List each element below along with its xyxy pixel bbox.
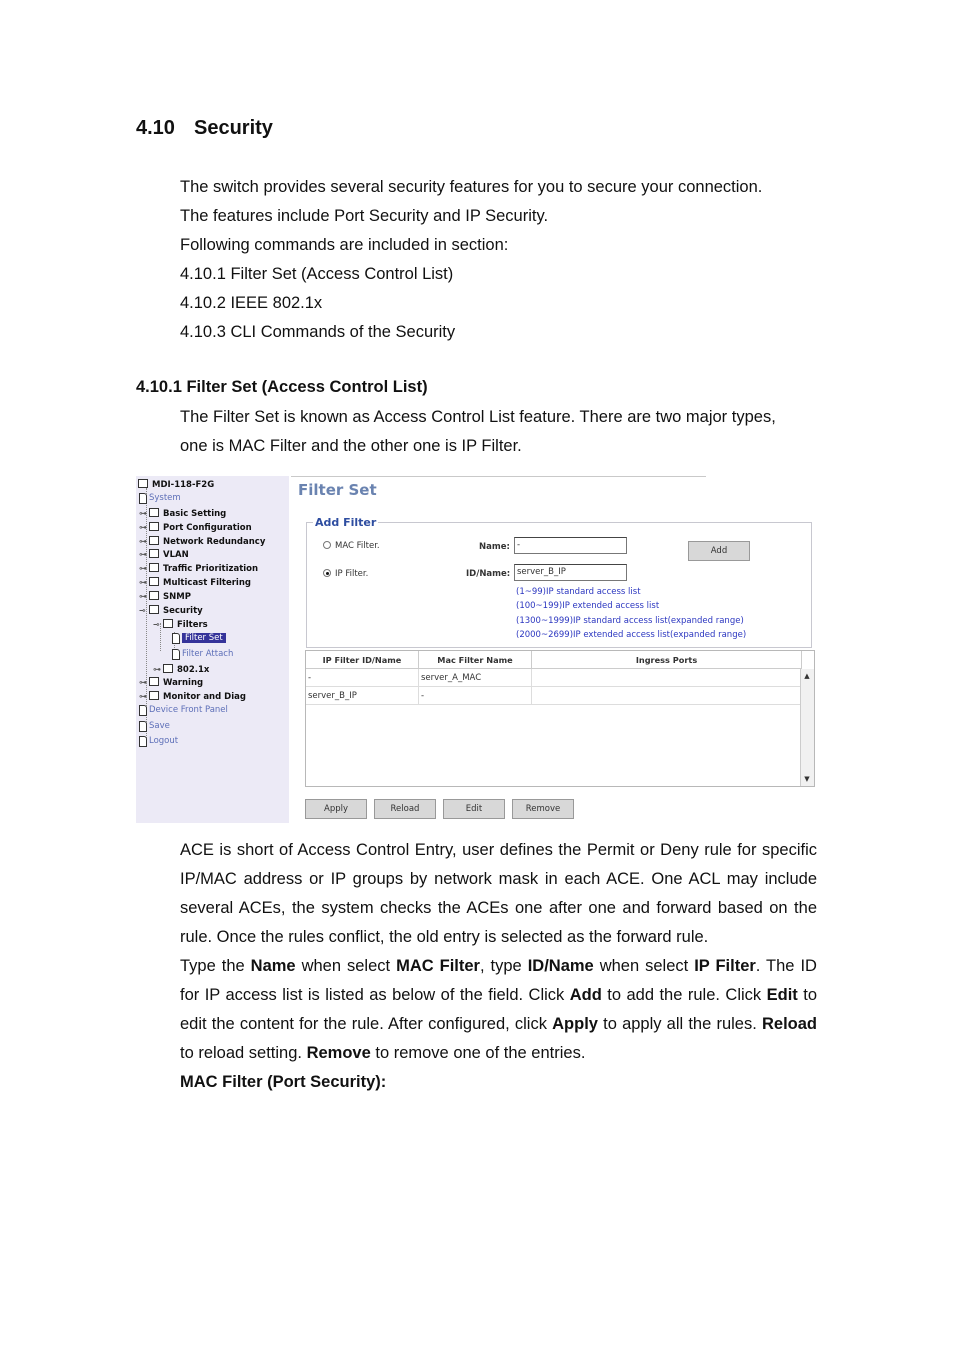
radio-on-icon xyxy=(323,569,331,577)
folder-icon xyxy=(163,664,173,673)
add-filter-legend: Add Filter xyxy=(315,516,377,529)
table-cell[interactable] xyxy=(532,669,802,687)
sub-intro-line: one is MAC Filter and the other one is IP Filter. xyxy=(180,437,522,455)
intro-paragraph xyxy=(180,173,817,347)
expand-icon: ⊶ xyxy=(153,665,161,674)
folder-icon xyxy=(149,577,159,586)
hint-ip-standard: (1~99)IP standard access list xyxy=(516,587,641,597)
folder-icon xyxy=(149,508,159,517)
filter-table xyxy=(305,650,815,787)
tree-root[interactable]: MDI-118-F2G xyxy=(138,479,214,491)
section-title: Security xyxy=(194,117,273,139)
intro-line: 4.10.3 CLI Commands of the Security xyxy=(180,323,456,341)
table-cell[interactable]: - xyxy=(306,669,419,687)
page-icon xyxy=(139,705,147,716)
folder-icon xyxy=(149,522,159,531)
expand-icon: ⊶ xyxy=(139,550,147,559)
tree-item-filter-attach[interactable]: Filter Attach xyxy=(172,649,233,660)
table-cell[interactable]: server_A_MAC xyxy=(419,669,532,687)
hint-ip-extended-expanded: (2000~2699)IP extended access list(expanded range) xyxy=(516,630,747,640)
page-icon xyxy=(139,493,147,504)
id-name-label: ID/Name: xyxy=(466,569,511,579)
tree-item-save[interactable]: Save xyxy=(139,721,170,732)
filter-set-screenshot xyxy=(136,476,818,824)
section-number: 4.10 xyxy=(136,117,175,139)
tree-item-snmp[interactable]: ⊶ SNMP xyxy=(139,592,191,602)
tree-item-network-redundancy[interactable]: ⊶ Network Redundancy xyxy=(139,537,266,547)
column-header: Ingress Ports xyxy=(532,651,802,669)
edit-button[interactable]: Edit xyxy=(443,799,505,819)
expand-icon: ⊶ xyxy=(139,523,147,532)
table-cell[interactable] xyxy=(532,687,802,705)
folder-icon xyxy=(149,563,159,572)
page-icon xyxy=(172,649,180,660)
name-input[interactable]: - xyxy=(514,537,627,554)
expand-icon: ⊶ xyxy=(139,592,147,601)
scroll-up-icon[interactable]: ▲ xyxy=(804,672,810,680)
ace-paragraph: ACE is short of Access Control Entry, user defines the Permit or Deny rule for specific IP/MAC address or IP groups by network mask in each ACE. One ACL may include several ACEs, the system checks the ACEs one after one and forward based on the rule. Once the rules conflict, the old entry is selected as the forward rule. xyxy=(180,841,817,946)
tree-item-vlan[interactable]: ⊶ VLAN xyxy=(139,550,189,560)
folder-icon xyxy=(149,549,159,558)
tree-item-port-configuration[interactable]: ⊶ Port Configuration xyxy=(139,523,252,533)
table-cell[interactable]: server_B_IP xyxy=(306,687,419,705)
tree-item-warning[interactable]: ⊶ Warning xyxy=(139,678,204,688)
intro-line: Following commands are included in section: xyxy=(180,236,509,254)
page-icon xyxy=(172,633,180,644)
tree-item-logout[interactable]: Logout xyxy=(139,736,178,747)
expand-icon: ⊶ xyxy=(139,578,147,587)
subsection-heading: 4.10.1 Filter Set (Access Control List) xyxy=(136,378,428,396)
page-icon xyxy=(139,721,147,732)
table-cell[interactable]: - xyxy=(419,687,532,705)
folder-icon xyxy=(149,536,159,545)
folder-icon xyxy=(149,691,159,700)
panel-title: Filter Set xyxy=(298,481,377,499)
tree-item-dot1x[interactable]: ⊶ 802.1x xyxy=(153,665,210,675)
radio-off-icon xyxy=(323,541,331,549)
navigation-tree xyxy=(136,476,289,823)
column-header: IP Filter ID/Name xyxy=(306,651,419,669)
reload-button[interactable]: Reload xyxy=(374,799,436,819)
tree-item-device-front-panel[interactable]: Device Front Panel xyxy=(139,705,228,716)
filter-set-panel xyxy=(291,476,818,824)
expand-icon: ⊶ xyxy=(139,509,147,518)
tree-item-basic-setting[interactable]: ⊶ Basic Setting xyxy=(139,509,227,519)
add-button[interactable]: Add xyxy=(688,541,750,561)
ip-filter-radio[interactable]: IP Filter. xyxy=(323,569,368,579)
tree-item-multicast-filtering[interactable]: ⊶ Multicast Filtering xyxy=(139,578,251,588)
name-label: Name: xyxy=(479,542,510,552)
hint-ip-extended: (100~199)IP extended access list xyxy=(516,601,660,611)
sub-intro-line: The Filter Set is known as Access Control List feature. There are two major types, xyxy=(180,408,776,426)
folder-icon xyxy=(149,677,159,686)
intro-line: The switch provides several security features for you to secure your connection. xyxy=(180,178,763,196)
folder-icon xyxy=(138,479,148,488)
tree-item-system[interactable]: System xyxy=(139,493,181,504)
expand-icon: ⊶ xyxy=(139,678,147,687)
intro-line: The features include Port Security and IP Security. xyxy=(180,207,549,225)
mac-filter-radio[interactable]: MAC Filter. xyxy=(323,541,380,551)
apply-button[interactable]: Apply xyxy=(305,799,367,819)
instructions-paragraph: Type the Name when select MAC Filter, type ID/Name when select IP Filter. The ID for IP access list is listed as below of the field. Click Add to add the rule. Click Edit to edit the content for the rule. After configured, click Apply to apply all the rules. Reload to reload setting. Remove to remove one of the entries. xyxy=(180,957,817,1062)
column-header: Mac Filter Name xyxy=(419,651,532,669)
id-name-input[interactable]: server_B_IP xyxy=(514,564,627,581)
remove-button[interactable]: Remove xyxy=(512,799,574,819)
open-folder-icon xyxy=(163,619,173,628)
table-scrollbar[interactable] xyxy=(800,669,814,786)
scroll-down-icon[interactable]: ▼ xyxy=(804,775,810,783)
tree-item-filter-set[interactable]: Filter Set xyxy=(172,633,226,644)
expand-icon: ⊶ xyxy=(139,692,147,701)
tree-item-filters[interactable]: ⊸ Filters xyxy=(153,620,208,630)
expand-icon: ⊶ xyxy=(139,564,147,573)
sub-intro-paragraph xyxy=(180,403,817,461)
collapse-icon: ⊸ xyxy=(139,606,146,615)
collapse-icon: ⊸ xyxy=(153,620,160,629)
intro-line: 4.10.2 IEEE 802.1x xyxy=(180,294,323,312)
page-icon xyxy=(139,736,147,747)
body-paragraph xyxy=(180,836,817,1097)
hint-ip-standard-expanded: (1300~1999)IP standard access list(expanded range) xyxy=(516,616,744,626)
tree-item-traffic-prioritization[interactable]: ⊶ Traffic Prioritization xyxy=(139,564,259,574)
intro-line: 4.10.1 Filter Set (Access Control List) xyxy=(180,265,454,283)
tree-item-monitor-diag[interactable]: ⊶ Monitor and Diag xyxy=(139,692,246,702)
open-folder-icon xyxy=(149,605,159,614)
tree-item-security[interactable]: ⊸ Security xyxy=(139,606,203,616)
section-heading xyxy=(136,117,273,140)
expand-icon: ⊶ xyxy=(139,537,147,546)
folder-icon xyxy=(149,591,159,600)
mac-filter-heading: MAC Filter (Port Security): xyxy=(180,1073,387,1091)
